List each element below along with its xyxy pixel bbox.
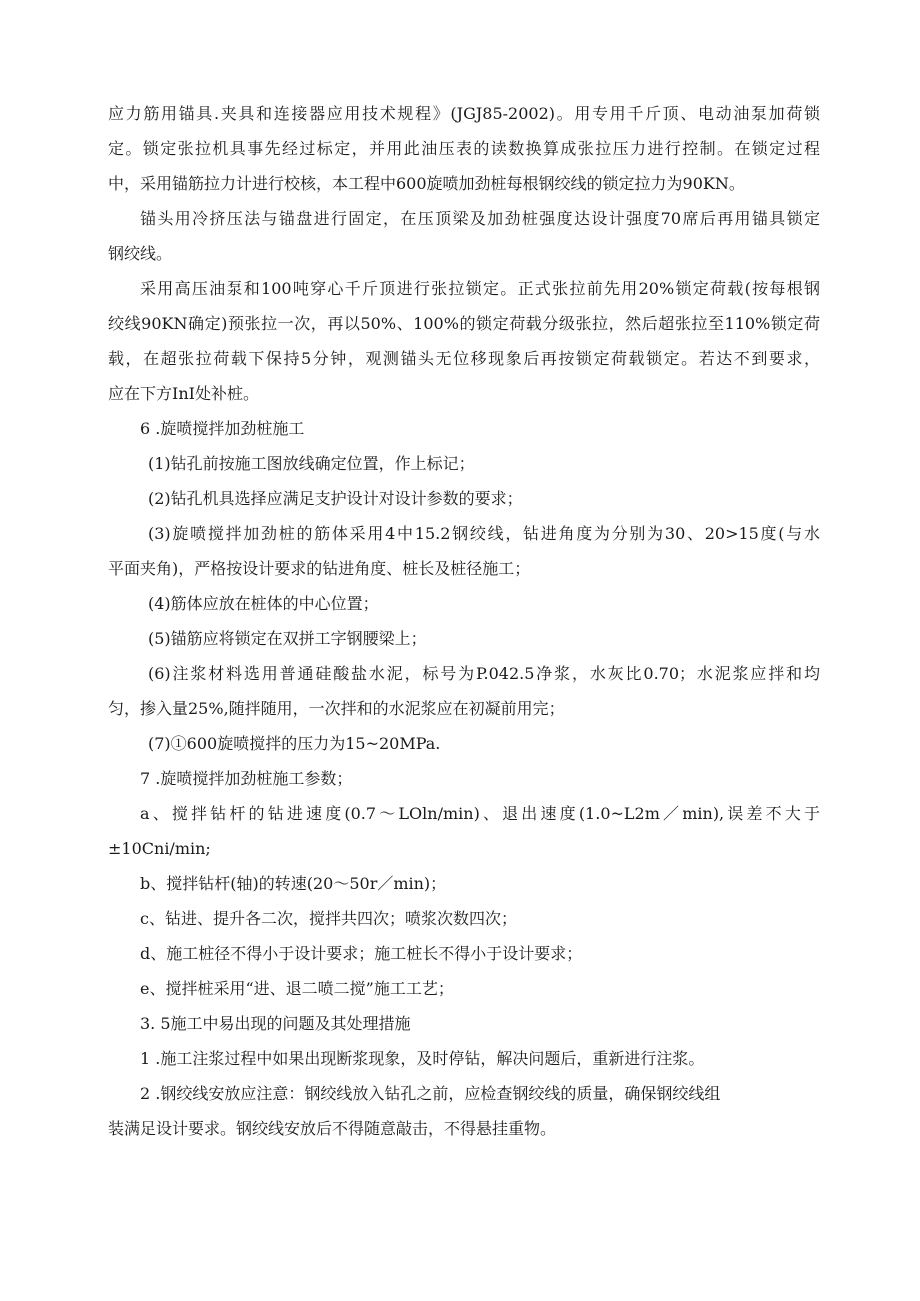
- list-item: a、搅拌钻杆的钻进速度(0.7～LOln/min)、退出速度(1.0~L2m／min),误差不大于: [140, 804, 820, 823]
- text-line: 绞线90KN确定)预张拉一次，再以50%、100%的锁定荷载分级张拉，然后超张拉至110%锁定荷: [108, 314, 820, 333]
- list-item: (6)注浆材料选用普通硅酸盐水泥，标号为P.042.5净浆，水灰比0.70；水泥浆应拌和均: [148, 664, 820, 683]
- section-heading: 6 .旋喷搅拌加劲桩施工: [140, 419, 305, 438]
- text-line: 平面夹角)，严格按设计要求的钻进角度、桩长及桩径施工；: [108, 559, 531, 578]
- text-line: 应力筋用锚具.夹具和连接器应用技术规程》(JGJ85-2002)。用专用千斤顶、电动油泵加荷锁: [108, 104, 820, 123]
- text-line: 锚头用冷挤压法与锚盘进行固定，在压顶梁及加劲桩强度达设计强度70席后再用锚具锁定: [140, 209, 820, 228]
- list-item: (7)①600旋喷搅拌的压力为15~20MPa.: [148, 734, 441, 753]
- text-line: 匀，掺入量25%,随拌随用，一次拌和的水泥浆应在初凝前用完；: [108, 699, 565, 718]
- text-line: 载，在超张拉荷载下保持5分钟，观测锚头无位移现象后再按锁定荷载锁定。若达不到要求，: [108, 349, 820, 368]
- section-heading: 7 .旋喷搅拌加劲桩施工参数；: [140, 769, 353, 788]
- list-item: e、搅拌桩采用“进、退二喷二搅”施工工艺；: [140, 979, 454, 998]
- list-item: (5)锚筋应将锁定在双拼工字钢腰梁上；: [148, 629, 427, 648]
- list-item: (3)旋喷搅拌加劲桩的筋体采用4中15.2钢绞线，钻进角度为分别为30、20>15度(与水: [148, 524, 820, 543]
- list-item: c、钻进、提升各二次，搅拌共四次；喷浆次数四次；: [140, 909, 517, 928]
- list-item: (1)钻孔前按施工图放线确定位置，作上标记；: [148, 454, 475, 473]
- list-item: 2 .钢绞线安放应注意：钢绞线放入钻孔之前，应检查钢绞线的质量，确保钢绞线组: [140, 1084, 721, 1103]
- list-item: b、搅拌钻杆(轴)的转速(20～50r／min)；: [140, 874, 447, 893]
- list-item: d、施工桩径不得小于设计要求；施工桩长不得小于设计要求；: [140, 944, 583, 963]
- list-item: 1 .施工注浆过程中如果出现断浆现象，及时停钻，解决问题后，重新进行注浆。: [140, 1049, 705, 1068]
- text-line: 装满足设计要求。钢绞线安放后不得随意敲击，不得悬挂重物。: [108, 1119, 557, 1138]
- text-line: 中，采用锚筋拉力计进行校核，本工程中600旋喷加劲桩每根钢绞线的锁定拉力为90KN。: [108, 174, 745, 193]
- text-line: 钢绞线。: [108, 244, 173, 263]
- text-line: 采用高压油泵和100吨穿心千斤顶进行张拉锁定。正式张拉前先用20%锁定荷载(按每根钢: [140, 279, 820, 298]
- list-item: (2)钻孔机具选择应满足支护设计对设计参数的要求；: [148, 489, 523, 508]
- text-line: ±10Cni/min;: [108, 839, 211, 858]
- list-item: (4)筋体应放在桩体的中心位置；: [148, 594, 379, 613]
- text-line: 定。锁定张拉机具事先经过标定，并用此油压表的读数换算成张拉压力进行控制。在锁定过程: [108, 139, 820, 158]
- text-line: 应在下方InI处补桩。: [108, 384, 259, 403]
- section-heading: 3. 5施工中易出现的问题及其处理措施: [140, 1014, 411, 1033]
